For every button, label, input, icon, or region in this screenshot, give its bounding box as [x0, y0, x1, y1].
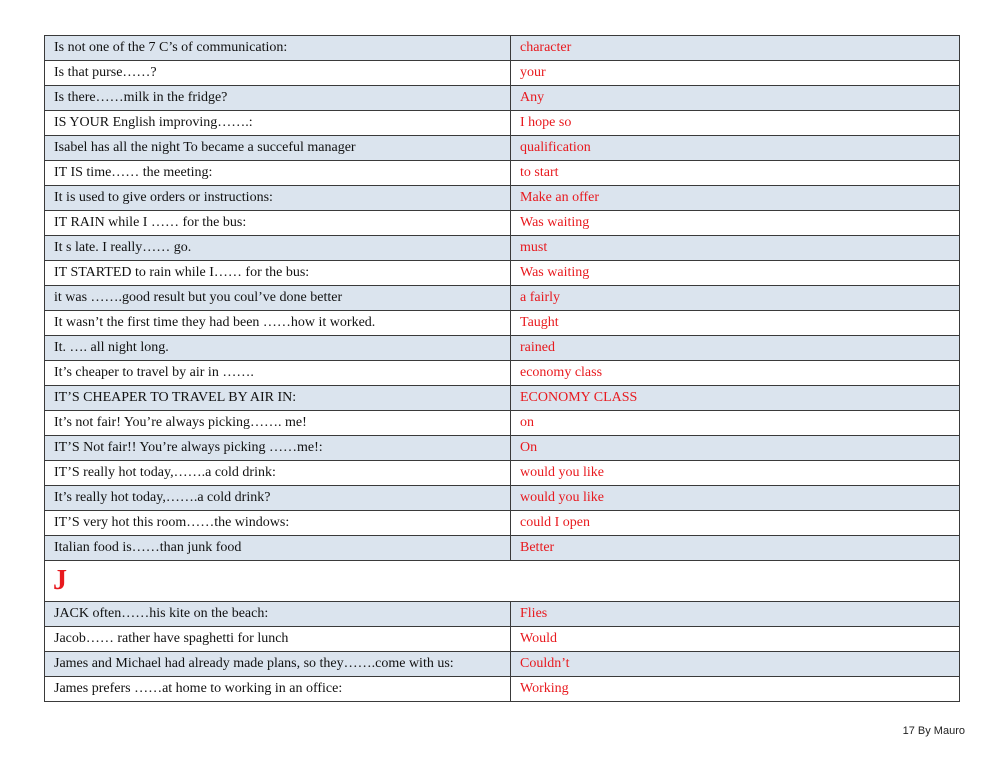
table-row	[45, 361, 960, 386]
question-cell: Is that purse……?	[45, 61, 511, 86]
table-row	[45, 261, 960, 286]
question-cell: It’s cheaper to travel by air in …….	[45, 361, 511, 386]
question-cell: IT’S really hot today,…….a cold drink:	[45, 461, 511, 486]
answer-cell: would you like	[511, 461, 960, 486]
answer-cell: ECONOMY CLASS	[511, 386, 960, 411]
answer-cell: Taught	[511, 311, 960, 336]
answer-cell: Was waiting	[511, 211, 960, 236]
question-cell: It s late. I really…… go.	[45, 236, 511, 261]
question-cell: IT’S CHEAPER TO TRAVEL BY AIR IN:	[45, 386, 511, 411]
answer-cell: qualification	[511, 136, 960, 161]
table-row	[45, 311, 960, 336]
question-cell: It’s not fair! You’re always picking……. me!	[45, 411, 511, 436]
question-cell: Isabel has all the night To became a succeful manager	[45, 136, 511, 161]
answer-cell: On	[511, 436, 960, 461]
question-cell: James and Michael had already made plans, so they…….come with us:	[45, 652, 511, 677]
answer-cell: character	[511, 36, 960, 61]
answer-cell: Working	[511, 677, 960, 702]
answer-cell: economy class	[511, 361, 960, 386]
table-row	[45, 386, 960, 411]
table-row	[45, 236, 960, 261]
section-header-row	[45, 561, 960, 602]
question-cell: IT RAIN while I …… for the bus:	[45, 211, 511, 236]
question-cell: it was …….good result but you coul’ve done better	[45, 286, 511, 311]
question-cell: IS YOUR English improving…….:	[45, 111, 511, 136]
question-cell: Is there……milk in the fridge?	[45, 86, 511, 111]
question-cell: IT’S very hot this room……the windows:	[45, 511, 511, 536]
table-row	[45, 436, 960, 461]
section-header-cell	[45, 561, 960, 602]
table-row	[45, 336, 960, 361]
table-row	[45, 652, 960, 677]
answer-cell: could I open	[511, 511, 960, 536]
answer-cell: to start	[511, 161, 960, 186]
answer-cell: Couldn’t	[511, 652, 960, 677]
answer-cell: Would	[511, 627, 960, 652]
table-row	[45, 677, 960, 702]
page-footer: 17 By Mauro	[902, 725, 965, 737]
question-cell: James prefers ……at home to working in an office:	[45, 677, 511, 702]
question-cell: It’s really hot today,…….a cold drink?	[45, 486, 511, 511]
answer-cell: Flies	[511, 602, 960, 627]
answer-cell: Any	[511, 86, 960, 111]
answer-cell: Make an offer	[511, 186, 960, 211]
table-row	[45, 411, 960, 436]
table-row	[45, 627, 960, 652]
table-body	[45, 36, 960, 702]
table-row	[45, 186, 960, 211]
question-cell: It wasn’t the first time they had been ……how it worked.	[45, 311, 511, 336]
table-row	[45, 486, 960, 511]
answer-cell: I hope so	[511, 111, 960, 136]
answer-cell: Was waiting	[511, 261, 960, 286]
table-row	[45, 536, 960, 561]
question-answer-table	[44, 35, 960, 702]
table-row	[45, 136, 960, 161]
table-row	[45, 86, 960, 111]
answer-cell: a fairly	[511, 286, 960, 311]
table-row	[45, 511, 960, 536]
question-cell: Jacob…… rather have spaghetti for lunch	[45, 627, 511, 652]
question-cell: It is used to give orders or instructions:	[45, 186, 511, 211]
table-row	[45, 36, 960, 61]
table-row	[45, 461, 960, 486]
question-cell: IT’S Not fair!! You’re always picking ……me!:	[45, 436, 511, 461]
answer-cell: must	[511, 236, 960, 261]
section-letter: J	[53, 565, 67, 596]
table-row	[45, 61, 960, 86]
question-cell: Italian food is……than junk food	[45, 536, 511, 561]
question-cell: JACK often……his kite on the beach:	[45, 602, 511, 627]
question-cell: IT STARTED to rain while I…… for the bus:	[45, 261, 511, 286]
answer-cell: would you like	[511, 486, 960, 511]
answer-cell: on	[511, 411, 960, 436]
table-row	[45, 602, 960, 627]
answer-cell: rained	[511, 336, 960, 361]
question-cell: It. …. all night long.	[45, 336, 511, 361]
answer-cell: your	[511, 61, 960, 86]
table-row	[45, 111, 960, 136]
table-row	[45, 161, 960, 186]
question-cell: IT IS time…… the meeting:	[45, 161, 511, 186]
table-row	[45, 286, 960, 311]
table-row	[45, 211, 960, 236]
question-cell: Is not one of the 7 C’s of communication:	[45, 36, 511, 61]
answer-cell: Better	[511, 536, 960, 561]
